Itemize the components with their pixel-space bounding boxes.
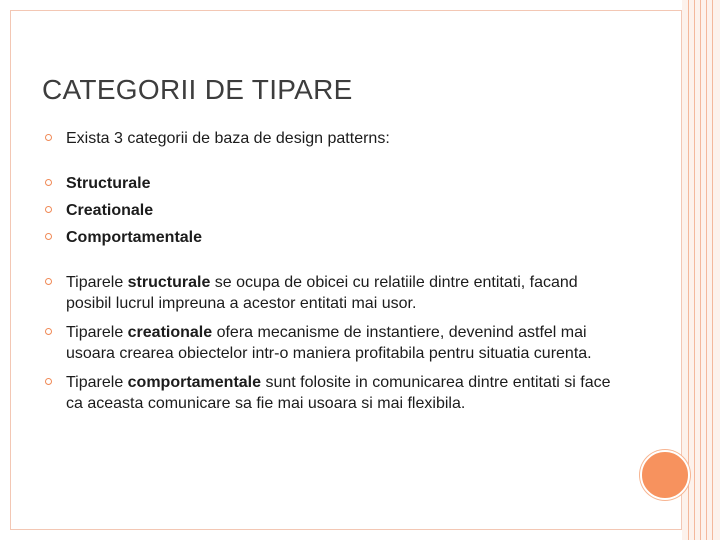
decorative-line (694, 0, 695, 540)
decorative-line (706, 0, 707, 540)
decorative-line (712, 0, 713, 540)
bullet-creational-desc (42, 322, 622, 364)
bullet-text-post: se ocupa de obicei cu relatiile dintre entitati, facand posibil lucrul impreuna a acestor entitati mai usor. (66, 274, 578, 312)
decorative-line (688, 0, 689, 540)
bullet-comportamentale (42, 227, 622, 248)
bullet-text-post: sunt folosite in comunicarea dintre entitati si face ca aceasta comunicare sa fie mai usoara si mai flexibila. (66, 374, 611, 412)
decorative-line (700, 0, 701, 540)
bullet-text-pre: Tiparele (66, 324, 128, 341)
bullet-text-bold: comportamentale (127, 374, 262, 391)
bullet-icon (45, 233, 52, 240)
bullet-list (42, 128, 622, 414)
bullet-icon (45, 206, 52, 213)
bullet-structural-desc (42, 272, 622, 314)
bullet-text: Structurale (66, 175, 151, 192)
bullet-icon (45, 378, 52, 385)
bullet-creationale (42, 200, 622, 221)
bullet-text: Creationale (66, 202, 154, 219)
bullet-structurale (42, 173, 622, 194)
bullet-text: Comportamentale (66, 229, 203, 246)
bullet-text-pre: Tiparele (66, 374, 128, 391)
bullet-text-post: ofera mecanisme de instantiere, devenind astfel mai usoara crearea obiectelor intr-o maniera profitabila pentru situatia curenta. (66, 324, 592, 362)
bullet-behavioral-desc (42, 372, 622, 414)
bullet-text: Exista 3 categorii de baza de design patterns: (66, 130, 390, 147)
bullet-intro (42, 128, 622, 149)
bullet-icon (45, 179, 52, 186)
bullet-text-bold: creationale (127, 324, 213, 341)
bullet-text-pre: Tiparele (66, 274, 128, 291)
bullet-icon (45, 134, 52, 141)
bullet-icon (45, 278, 52, 285)
slide-title: CATEGORII DE TIPARE (42, 74, 353, 105)
bullet-icon (45, 328, 52, 335)
bullet-text-bold: structurale (127, 274, 211, 291)
decorative-circle-icon (640, 450, 690, 500)
